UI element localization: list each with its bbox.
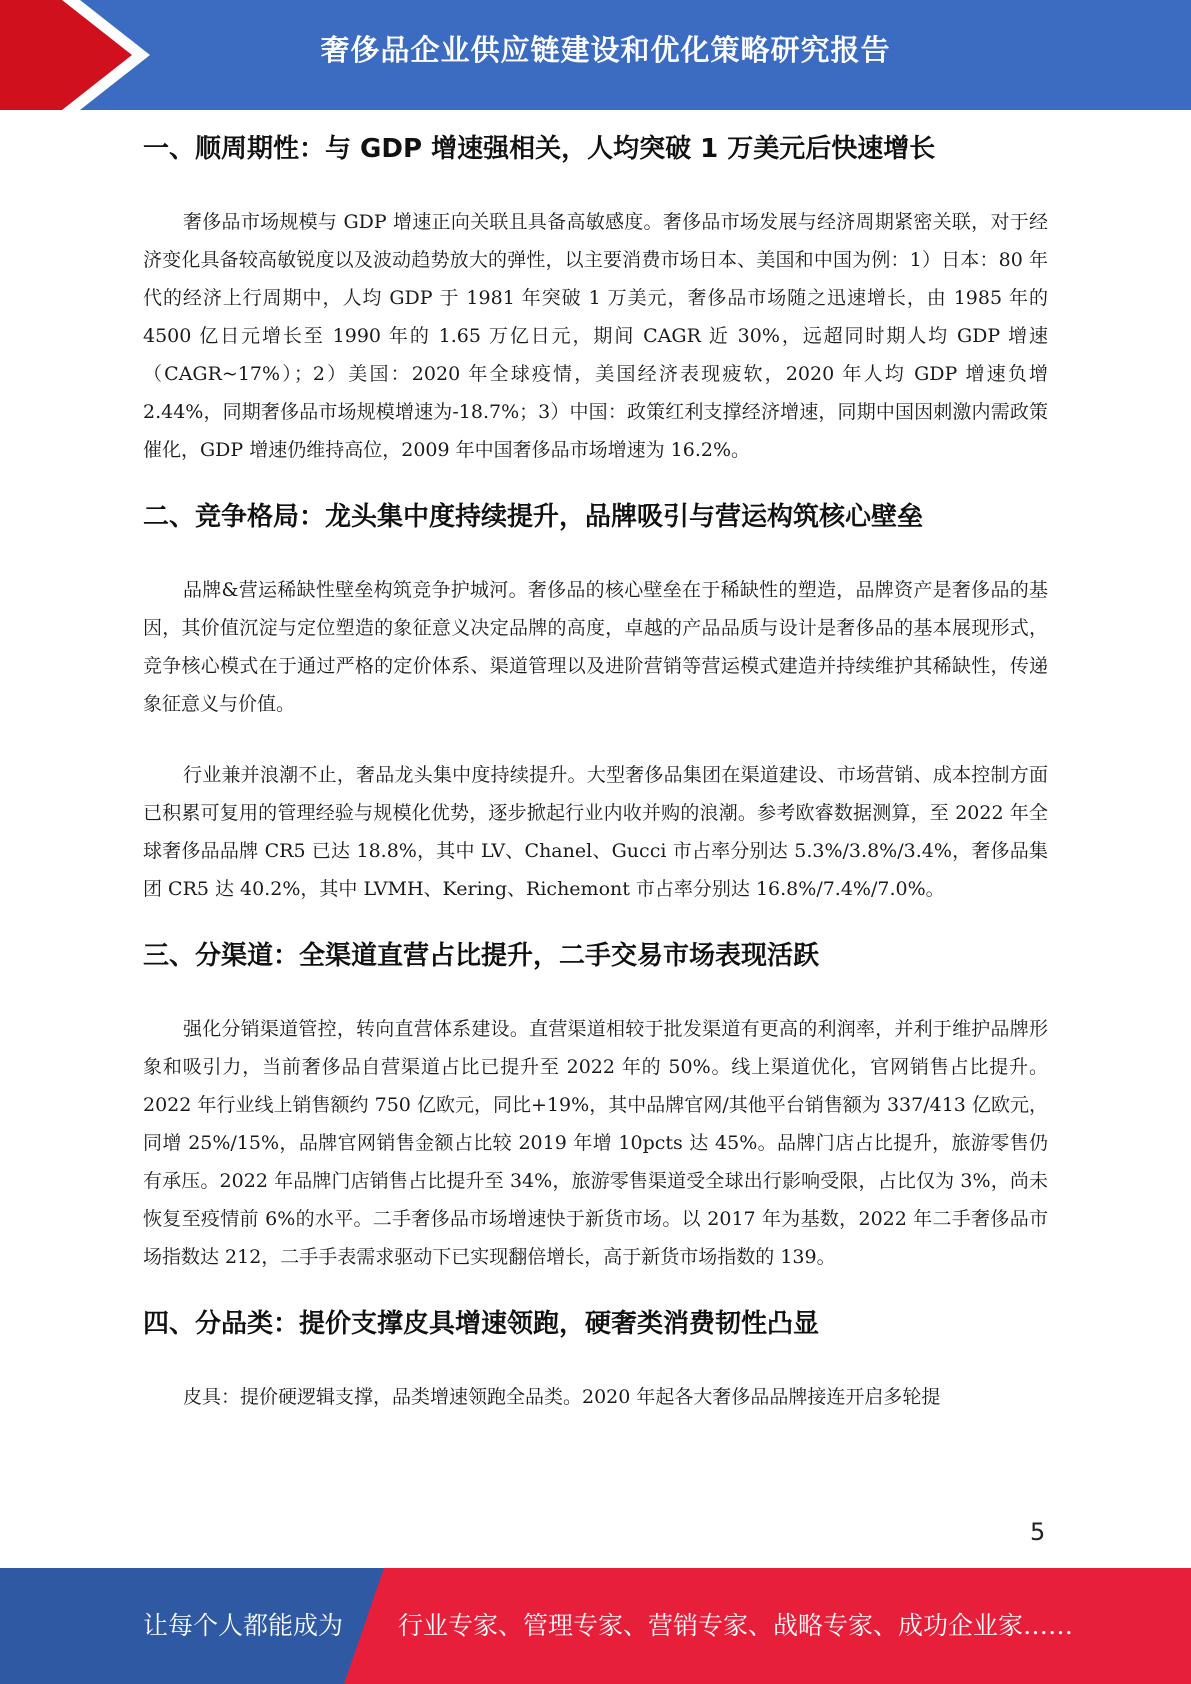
section-title-2: 二、竞争格局：龙头集中度持续提升，品牌吸引与营运构筑核心壁垒 [143,502,924,532]
main-content [143,128,1048,1416]
section-title-3: 三、分渠道：全渠道直营占比提升，二手交易市场表现活跃 [143,941,820,971]
footer-slogan-right: 行业专家、管理专家、营销专家、战略专家、成功企业家…… [398,1611,1074,1640]
report-title: 奢侈品企业供应链建设和优化策略研究报告 [320,33,891,67]
section-1-paragraph-1: 奢侈品市场规模与 GDP 增速正向关联且具备高敏感度。奢侈品市场发展与经济周期紧密关联，对于经济变化具备较高敏锐度以及波动趋势放大的弹性，以主要消费市场日本、美国和中国为例：1）日本：80 年代的经济上行周期中，人均 GDP 于 1981 年突破 1 万美元，奢侈品市场随之迅速增长，由 1985 年的 4500 亿日元增长至 1990 年的 1.65 万亿日元，期间 CAGR 近 30%，远超同时期人均 GDP 增速（CAGR~17%）；2）美国：2020 年全球疫情，美国经济表现疲软，2020 年人均 GDP 增速负增 2.44%，同期奢侈品市场规模增速为-18.7%；3）中国：政策红利支撑经济增速，同期中国因刺激内需政策催化，GDP 增速仍维持高位，2009 年中国奢侈品市场增速为 16.2%。 [143,211,1048,461]
page-header [0,0,1191,110]
footer-slogan-left: 让每个人都能成为 [143,1611,344,1640]
section-title-1: 一、顺周期性：与 GDP 增速强相关，人均突破 1 万美元后快速增长 [143,134,936,164]
section-title-4: 四、分品类：提价支撑皮具增速领跑，硬奢类消费韧性凸显 [143,1309,820,1339]
page-footer [0,1568,1191,1684]
page-number: 5 [1030,1518,1046,1546]
section-3-paragraph-1: 强化分销渠道管控，转向直营体系建设。直营渠道相较于批发渠道有更高的利润率，并利于维护品牌形象和吸引力，当前奢侈品自营渠道占比已提升至 2022 年的 50%。线上渠道优化，官网销售占比提升。2022 年行业线上销售额约 750 亿欧元，同比+19%，其中品牌官网/其他平台销售额为 337/413 亿欧元，同增 25%/15%，品牌官网销售金额占比较 2019 年增 10pcts 达 45%。品牌门店占比提升，旅游零售仍有承压。2022 年品牌门店销售占比提升至 34%，旅游零售渠道受全球出行影响受限，占比仅为 3%，尚未恢复至疫情前 6%的水平。二手奢侈品市场增速快于新货市场。以 2017 年为基数，2022 年二手奢侈品市场指数达 212，二手手表需求驱动下已实现翻倍增长，高于新货市场指数的 139。 [143,1018,1048,1268]
section-4-paragraph-1: 皮具：提价硬逻辑支撑，品类增速领跑全品类。2020 年起各大奢侈品品牌接连开启多轮提 [183,1386,941,1408]
section-2-paragraph-1: 品牌&营运稀缺性壁垒构筑竞争护城河。奢侈品的核心壁垒在于稀缺性的塑造，品牌资产是奢侈品的基因，其价值沉淀与定位塑造的象征意义决定品牌的高度，卓越的产品品质与设计是奢侈品的基本展现形式，竞争核心模式在于通过严格的定价体系、渠道管理以及进阶营销等营运模式建造并持续维护其稀缺性，传递象征意义与价值。 [143,579,1048,715]
section-2-paragraph-2: 行业兼并浪潮不止，奢品龙头集中度持续提升。大型奢侈品集团在渠道建设、市场营销、成本控制方面已积累可复用的管理经验与规模化优势，逐步掀起行业内收并购的浪潮。参考欧睿数据测算，至 2022 年全球奢侈品品牌 CR5 已达 18.8%，其中 LV、Chanel、Gucci 市占率分别达 5.3%/3.8%/3.4%，奢侈品集团 CR5 达 40.2%，其中 LVMH、Kering、Richemont 市占率分别达 16.8%/7.4%/7.0%。 [143,764,1048,900]
